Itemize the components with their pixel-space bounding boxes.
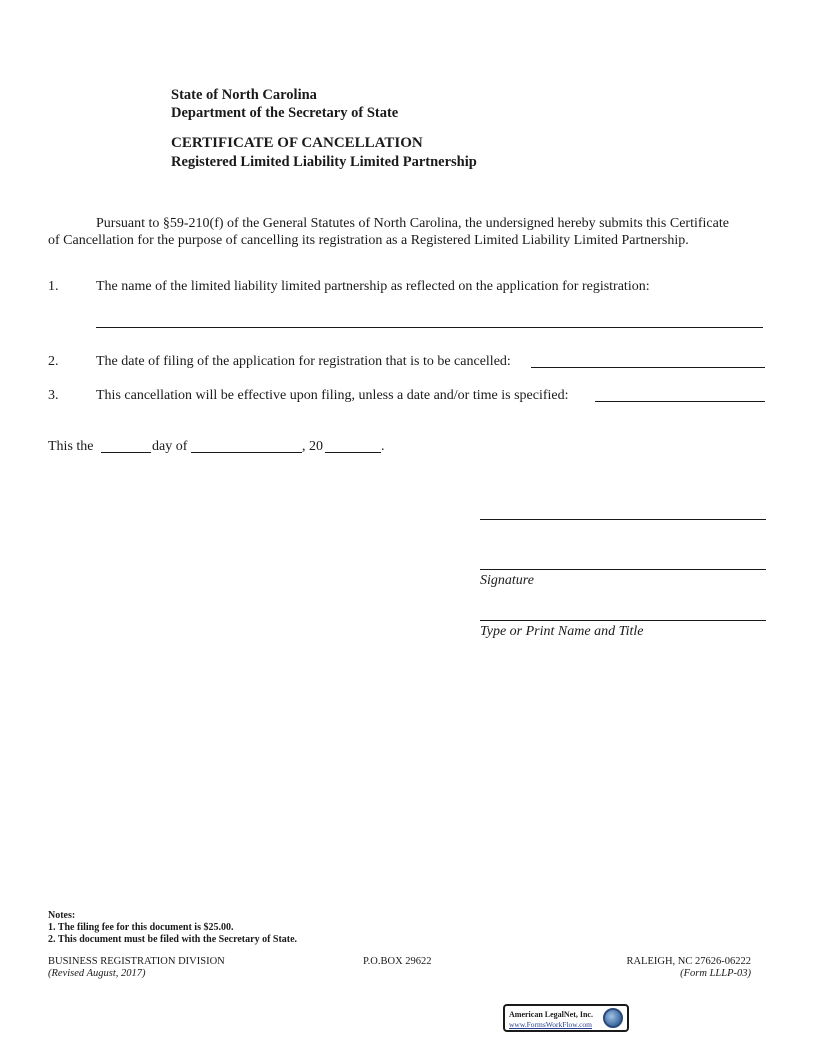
footer-revised: (Revised August, 2017) bbox=[48, 968, 146, 979]
intro-line-1: Pursuant to §59-210(f) of the General Statutes of North Carolina, the undersigned hereby submits this Certificate bbox=[96, 216, 729, 231]
footer-form-id: (Form LLLP-03) bbox=[680, 968, 751, 979]
signature-label: Signature bbox=[480, 573, 534, 588]
day-of-label: day of bbox=[152, 439, 188, 454]
llp-name-field[interactable] bbox=[96, 327, 763, 328]
item-text-3: This cancellation will be effective upon filing, unless a date and/or time is specified: bbox=[96, 388, 569, 403]
day-field[interactable] bbox=[101, 452, 151, 453]
logo-url[interactable]: www.FormsWorkFlow.com bbox=[509, 1020, 593, 1029]
footer-po-box: P.O.BOX 29622 bbox=[363, 956, 432, 967]
notes-heading: Notes: bbox=[48, 910, 76, 921]
legalnet-logo[interactable] bbox=[503, 1004, 629, 1032]
this-the-label: This the bbox=[48, 439, 94, 454]
note-1: 1. The filing fee for this document is $25.00. bbox=[48, 922, 234, 933]
certificate-title: CERTIFICATE OF CANCELLATION bbox=[171, 135, 423, 151]
intro-line-2: of Cancellation for the purpose of cancelling its registration as a Registered Limited Liability Limited Partnership. bbox=[48, 233, 689, 248]
name-title-label: Type or Print Name and Title bbox=[480, 624, 644, 639]
month-field[interactable] bbox=[191, 452, 302, 453]
certificate-subtitle: Registered Limited Liability Limited Partnership bbox=[171, 154, 477, 170]
note-2: 2. This document must be filed with the Secretary of State. bbox=[48, 934, 298, 945]
year-field[interactable] bbox=[325, 452, 381, 453]
signature-field[interactable] bbox=[480, 569, 766, 570]
effective-date-field[interactable] bbox=[595, 401, 765, 402]
footer-division: BUSINESS REGISTRATION DIVISION bbox=[48, 956, 225, 967]
globe-icon bbox=[603, 1008, 623, 1028]
footer-city: RALEIGH, NC 27626-06222 bbox=[626, 956, 751, 967]
entity-name-field[interactable] bbox=[480, 519, 766, 520]
date-period: . bbox=[381, 439, 385, 454]
item-number-2: 2. bbox=[48, 354, 59, 369]
item-text-1: The name of the limited liability limited partnership as reflected on the application for registration: bbox=[96, 279, 650, 294]
logo-name: American LegalNet, Inc. bbox=[509, 1010, 593, 1019]
year-prefix-label: , 20 bbox=[302, 439, 323, 454]
department-heading: Department of the Secretary of State bbox=[171, 105, 399, 121]
item-text-2: The date of filing of the application for registration that is to be cancelled: bbox=[96, 354, 511, 369]
filing-date-field[interactable] bbox=[531, 367, 765, 368]
item-number-3: 3. bbox=[48, 388, 59, 403]
item-number-1: 1. bbox=[48, 279, 59, 294]
state-heading: State of North Carolina bbox=[171, 87, 317, 103]
name-title-field[interactable] bbox=[480, 620, 766, 621]
